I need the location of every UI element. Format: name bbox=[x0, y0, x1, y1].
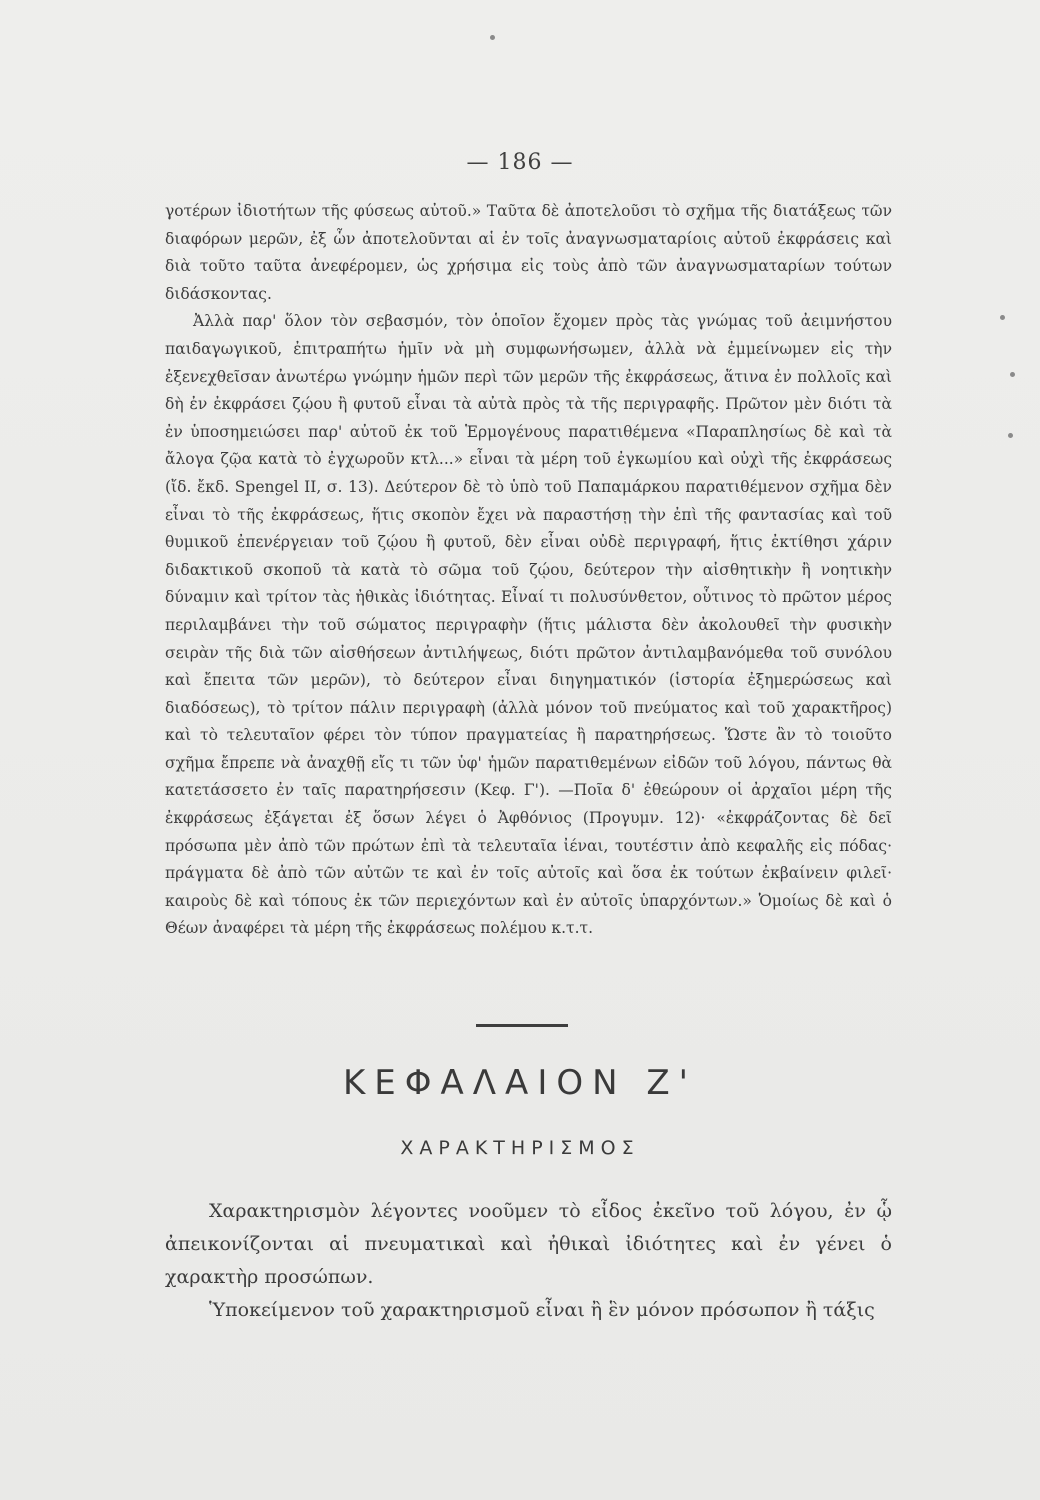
paragraph: Χαρακτηρισμὸν λέγοντες νοοῦμεν τὸ εἶδος ἐκεῖνο τοῦ λόγου, ἐν ᾧ ἀπεικονίζονται αἱ πνευματικαὶ καὶ ἠθικαὶ ἰδιότητες καὶ ἐν γένει ὁ χαρακτὴρ προσώπων. bbox=[165, 1200, 892, 1288]
chapter-text bbox=[165, 1195, 892, 1327]
body-text bbox=[165, 198, 892, 943]
page-number: — 186 — bbox=[466, 150, 574, 175]
chapter-subtitle: ΧΑΡΑΚΤΗΡΙΣΜΟΣ bbox=[400, 1137, 640, 1159]
paragraph: Ὑποκείμενον τοῦ χαρακτηρισμοῦ εἶναι ἢ ἓν μόνον πρόσωπον ἢ τάξις bbox=[209, 1299, 875, 1321]
scan-speck bbox=[1008, 433, 1013, 438]
chapter-title: ΚΕΦΑΛΑΙΟΝ Ζ' bbox=[343, 1063, 697, 1103]
paragraph: Ἀλλὰ παρ' ὅλον τὸν σεβασμόν, τὸν ὁποῖον ἔχομεν πρὸς τὰς γνώμας τοῦ ἀειμνήστου παιδαγωγικοῦ, ἐπιτραπήτω ἡμῖν νὰ μὴ συμφωνήσωμεν, ἀλλὰ νὰ ἐμμείνωμεν εἰς τὴν ἐξενεχθεῖσαν ἀνωτέρω γνώμην ἡμῶν περὶ τῶν μερῶν τῆς ἐκφράσεως, ἅτινα ἐν πολλοῖς καὶ δὴ ἐν ἐκφράσει ζῴου ἢ φυτοῦ εἶναι τὰ αὐτὰ πρὸς τὰ τῆς περιγραφῆς. Πρῶτον μὲν διότι τὰ ἐν ὑποσημειώσει παρ' αὐτοῦ ἐκ τοῦ Ἑρμογένους παρατιθέμενα «Παραπλησίως δὲ καὶ τὰ ἄλογα ζῷα κατὰ τὸ ἐγχωροῦν κτλ...» εἶναι τὰ μέρη τοῦ ἐγκωμίου καὶ οὐχὶ τῆς ἐκφράσεως (ἴδ. ἔκδ. Spengel II, σ. 13). Δεύτερον δὲ τὸ ὑπὸ τοῦ Παπαμάρκου παρατιθέμενον σχῆμα δὲν εἶναι τὸ τῆς ἐκφράσεως, ἥτις σκοπὸν ἔχει νὰ παραστήσῃ τὴν ἐπὶ τῆς φαντασίας καὶ τοῦ θυμικοῦ ἐπενέργειαν τοῦ ζῴου ἢ φυτοῦ, δὲν εἶναι οὐδὲ περιγραφή, ἥτις ἐκτίθησι χάριν διδακτικοῦ σκοποῦ τὰ κατὰ τὸ σῶμα τοῦ ζῴου, δεύτερον τὴν αἰσθητικὴν ἢ νοητικὴν δύναμιν καὶ τρίτον τὰς ἠθικὰς ἰδιότητας. Εἶναί τι πολυσύνθετον, οὗτινος τὸ πρῶτον μέρος περιλαμβάνει τὴν τοῦ σώματος περιγραφὴν (ἥτις μάλιστα δὲν ἀκολουθεῖ τὴν φυσικὴν σειρὰν τῆς διὰ τῶν αἰσθήσεων ἀντιλήψεως, διότι πρῶτον ἀντιλαμβανόμεθα τοῦ συνόλου καὶ ἔπειτα τῶν μερῶν), τὸ δεύτερον εἶναι διηγηματικόν (ἱστορία ἐξημερώσεως καὶ διαδόσεως), τὸ τρίτον πάλιν περιγραφὴ (ἀλλὰ μόνον τοῦ πνεύματος καὶ τοῦ χαρακτῆρος) καὶ τὸ τελευταῖον φέρει τὸν τύπον πραγματείας ἢ παρατηρήσεως. Ὥστε ἂν τὸ τοιοῦτο σχῆμα ἔπρεπε νὰ ἀναχθῇ εἴς τι τῶν ὑφ' ἡμῶν παρατιθεμένων εἰδῶν τοῦ λόγου, πάντως θὰ κατετάσσετο ἐν ταῖς παρατηρήσεσιν (Κεφ. Γ'). —Ποῖα δ' ἐθεώρουν οἱ ἀρχαῖοι μέρη τῆς ἐκφράσεως ἐξάγεται ἐξ ὅσων λέγει ὁ Ἀφθόνιος (Προγυμν. 12)· «ἐκφράζοντας δὲ δεῖ πρόσωπα μὲν ἀπὸ τῶν πρώτων ἐπὶ τὰ τελευταῖα ἰέναι, τουτέστιν ἀπὸ κεφαλῆς εἰς πόδας· πράγματα δὲ ἀπὸ τῶν αὐτῶν τε καὶ ἐν τοῖς αὐτοῖς καὶ ὅσα ἐκ τούτων ἐκβαίνειν φιλεῖ· καιροὺς δὲ καὶ τόπους ἐκ τῶν περιεχόντων καὶ ἐν αὐτοῖς ὑπαρχόντων.» Ὁμοίως δὲ καὶ ὁ Θέων ἀναφέρει τὰ μέρη τῆς ἐκφράσεως πολέμου κ.τ.τ. bbox=[165, 312, 892, 938]
scan-speck bbox=[1010, 372, 1015, 377]
scan-speck bbox=[1000, 315, 1005, 320]
section-divider bbox=[476, 1024, 568, 1027]
paragraph: γοτέρων ἰδιοτήτων τῆς φύσεως αὐτοῦ.» Ταῦτα δὲ ἀποτελοῦσι τὸ σχῆμα τῆς διατάξεως τῶν διαφόρων μερῶν, ἐξ ὧν ἀποτελοῦνται αἱ ἐν τοῖς ἀναγνωσματαρίοις αὐτοῦ ἐκφράσεις καὶ διὰ τοῦτο ταῦτα ἀνεφέρομεν, ὡς χρήσιμα εἰς τοὺς ἀπὸ τῶν ἀναγνωσματαρίων τούτων διδάσκοντας. bbox=[165, 202, 892, 303]
scan-speck bbox=[490, 35, 495, 40]
